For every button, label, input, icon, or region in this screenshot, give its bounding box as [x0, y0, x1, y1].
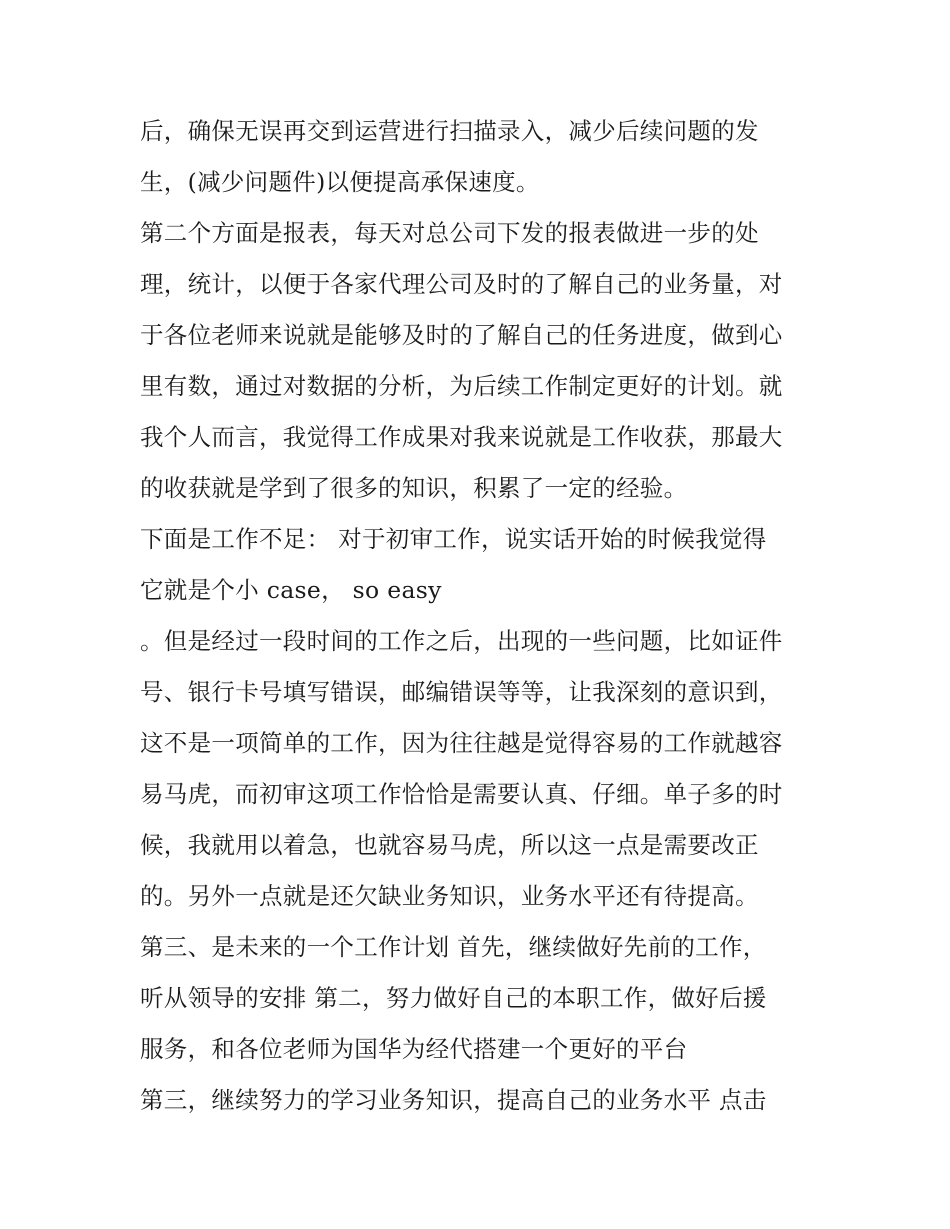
text-line: 第三，继续努力的学习业务知识，提高自己的业务水平 点击 — [140, 1086, 767, 1114]
text-line: 这不是一项简单的工作，因为往往越是觉得容易的工作就越容 — [140, 729, 783, 757]
text-line: 后，确保无误再交到运营进行扫描录入，减少后续问题的发 — [140, 117, 759, 145]
text-line: 易马虎，而初审这项工作恰恰是需要认真、仔细。单子多的时 — [140, 780, 783, 808]
text-line: 号、银行卡号填写错误，邮编错误等等，让我深刻的意识到， — [140, 678, 783, 706]
text-line: 它就是个小 case， so easy — [140, 576, 442, 604]
text-line: 于各位老师来说就是能够及时的了解自己的任务进度，做到心 — [140, 321, 783, 349]
text-line: 我个人而言，我觉得工作成果对我来说就是工作收获，那最大 — [140, 423, 783, 451]
text-line: 生，(减少问题件)以便提高承保速度。 — [140, 168, 540, 196]
text-line: 第三、是未来的一个工作计划 首先，继续做好先前的工作， — [140, 933, 767, 961]
text-line: 服务，和各位老师为国华为经代搭建一个更好的平台 — [140, 1035, 688, 1063]
text-line: 听从领导的安排 第二，努力做好自己的本职工作，做好后援 — [140, 984, 767, 1012]
text-line: 的。另外一点就是还欠缺业务知识，业务水平还有待提高。 — [140, 882, 759, 910]
text-line: 的收获就是学到了很多的知识，积累了一定的经验。 — [140, 474, 688, 502]
text-line: 候，我就用以着急，也就容易马虎，所以这一点是需要改正 — [140, 831, 759, 859]
document-body — [140, 106, 830, 1126]
text-line: 下面是工作不足： 对于初审工作，说实话开始的时候我觉得 — [140, 525, 767, 553]
text-line: 里有数，通过对数据的分析，为后续工作制定更好的计划。就 — [140, 372, 783, 400]
text-line: 。但是经过一段时间的工作之后，出现的一些问题，比如证件 — [140, 627, 783, 655]
text-line: 理，统计，以便于各家代理公司及时的了解自己的业务量，对 — [140, 270, 783, 298]
text-line: 第二个方面是报表，每天对总公司下发的报表做进一步的处 — [140, 219, 759, 247]
